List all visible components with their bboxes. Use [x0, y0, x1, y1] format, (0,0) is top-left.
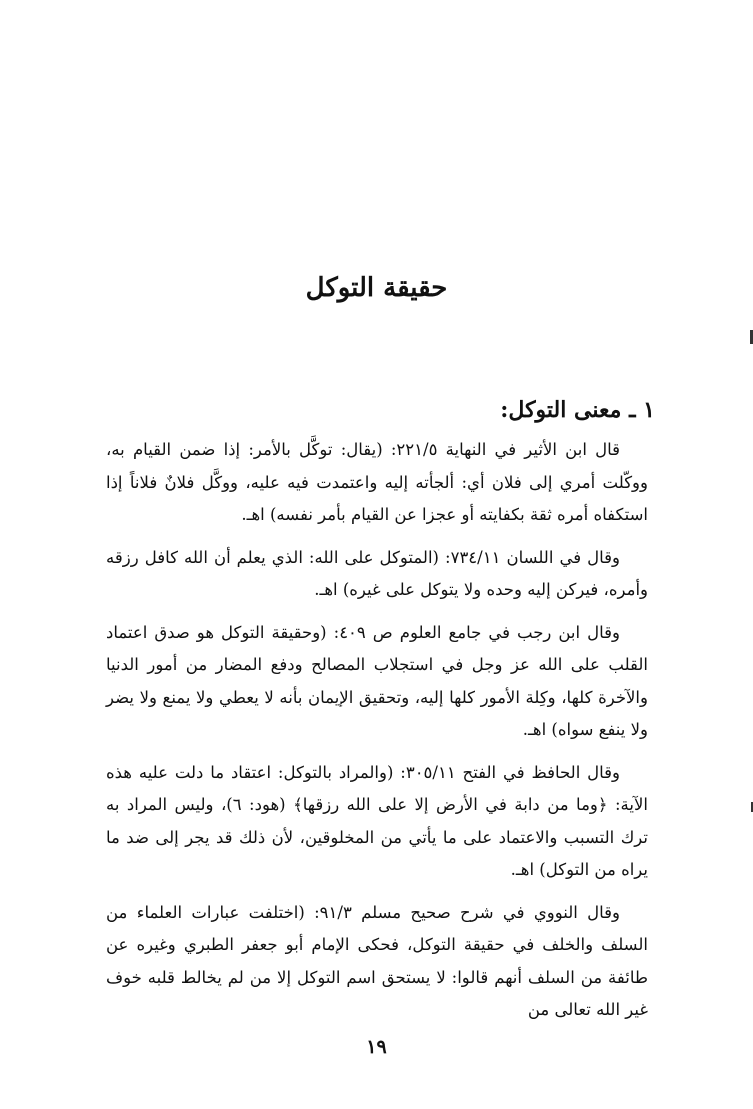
chapter-title: حقيقة التوكل	[305, 273, 448, 303]
paragraph-ibn-rajab: وقال ابن رجب في جامع العلوم ص ٤٠٩: (وحقيقة التوكل هو صدق اعتماد القلب على الله عز وجل في استجلاب المصالح ودفع المضار من أمور الدنيا والآخرة كلها، وكِلة الأمور كلها إليه، وتحقيق الإيمان بأنه لا يعطي ولا يمنع ولا يضر ولا ينفع سواه) اهـ.	[106, 622, 648, 739]
paragraph-ibn-al-athir: قال ابن الأثير في النهاية ٢٢١/٥: (يقال: توكَّل بالأمر: إذا ضمن القيام به، ووكّلت أمري إلى فلان أي: ألجأته إليه واعتمدت فيه عليه، ووكَّل فلانٌ فلاناً إذا استكفاه أمره ثقة بكفايته أو عجزا عن القيام بأمر نفسه) اهـ.	[106, 440, 648, 524]
body-text	[106, 434, 648, 1037]
paragraph-lisan: وقال في اللسان ٧٣٤/١١: (المتوكل على الله: الذي يعلم أن الله كافل رزقه وأمره، فيركن إليه وحده ولا يتوكل على غيره) اهـ.	[106, 547, 648, 599]
paragraph-al-hafiz: وقال الحافظ في الفتح ٣٠٥/١١: (والمراد بالتوكل: اعتقاد ما دلت عليه هذه الآية: ﴿وما من دابة في الأرض إلا على الله رزقها﴾ (هود: ٦)، وليس المراد به ترك التسبب والاعتماد على ما يأتي من المخلوقين، لأن ذلك قد يجر إلى ضد ما يراه من التوكل) اهـ.	[106, 762, 648, 879]
section-heading: ١ ـ معنى التوكل:	[500, 397, 655, 423]
page-number: ١٩	[366, 1036, 387, 1058]
paragraph-al-nawawi: وقال النووي في شرح صحيح مسلم ٩١/٣: (اختلفت عبارات العلماء من السلف والخلف في حقيقة التوكل، فحكى الإمام أبو جعفر الطبري وغيره عن طائفة من السلف أنهم قالوا: لا يستحق اسم التوكل إلا من لم يخالط قلبه خوف غير الله تعالى من	[106, 902, 648, 1019]
